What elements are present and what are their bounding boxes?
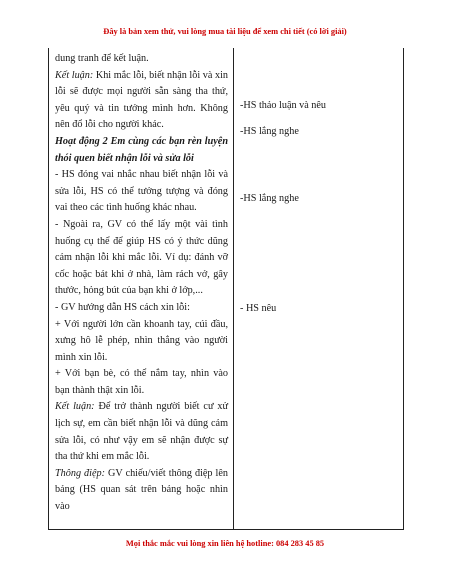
- activity-2-heading: Hoạt động 2 Em cùng các bạn rèn luyện thói quen biết nhận lỗi và sửa lỗi: [55, 135, 228, 164]
- paragraph-guide: - GV hướng dẫn HS cách xin lỗi:: [55, 301, 190, 313]
- paragraph-friends: + Với bạn bè, có thể nắm tay, nhìn vào bạn thành thật xin lỗi.: [55, 368, 228, 396]
- student-response-listen-2: -HS lắng nghe: [240, 193, 299, 204]
- teacher-activities-column: [55, 51, 228, 516]
- student-response-discuss: -HS thảo luận và nêu: [240, 100, 327, 111]
- student-response-answer: - HS nêu: [240, 303, 277, 314]
- hotline-notice: Mọi thắc mắc vui lòng xin liên hệ hotline: 084 283 45 85: [125, 539, 325, 548]
- student-response-listen-1: -HS lắng nghe: [240, 126, 299, 137]
- lesson-table: [48, 48, 404, 530]
- paragraph-conclusion-1: Kết luận: Khi mắc lỗi, biết nhận lỗi và xin lỗi sẽ được mọi người sẵn sàng tha thứ, yêu quý và tin tưởng mình hơn. Không nên đổ lỗi cho người khác.: [55, 69, 228, 131]
- paragraph-adults: + Với người lớn cần khoanh tay, cúi đầu, xưng hô lễ phép, nhìn thẳng vào người mình xin lỗi.: [55, 318, 228, 363]
- message-label: Thông điệp:: [55, 467, 105, 479]
- conclusion-label: Kết luận:: [55, 401, 95, 413]
- paragraph-role-play: - HS đóng vai nhắc nhau biết nhận lỗi và sửa lỗi, HS có thể tưởng tượng và đóng vai theo các tình huống khác nhau.: [55, 169, 228, 214]
- paragraph-message: Thông điệp: GV chiếu/viết thông điệp lên bảng (HS quan sát trên bảng hoặc nhìn vào: [55, 467, 228, 513]
- paragraph-intro: dung tranh để kết luận.: [55, 53, 149, 64]
- conclusion-label: Kết luận:: [55, 69, 94, 81]
- preview-notice: Đây là bản xem thử, vui lòng mua tài liệu để xem chi tiết (có lời giải): [103, 27, 347, 36]
- paragraph-situations: - Ngoài ra, GV có thể lấy một vài tình huống cụ thể để giúp HS có ý thức dũng cảm nhận lỗi khi mắc lỗi. Ví dụ: đánh vỡ cốc hoặc bát khi ở nhà, làm rách vở, gây thước, hỏng bút của bạn khi ở lớp,...: [55, 218, 228, 297]
- paragraph-conclusion-2: Kết luận: Để trở thành người biết cư xử lịch sự, em cần biết nhận lỗi và dũng cảm sửa lỗi, có như vậy em sẽ nhận được sự tha thứ khi em mắc lỗi.: [55, 401, 229, 463]
- column-divider: [233, 48, 234, 529]
